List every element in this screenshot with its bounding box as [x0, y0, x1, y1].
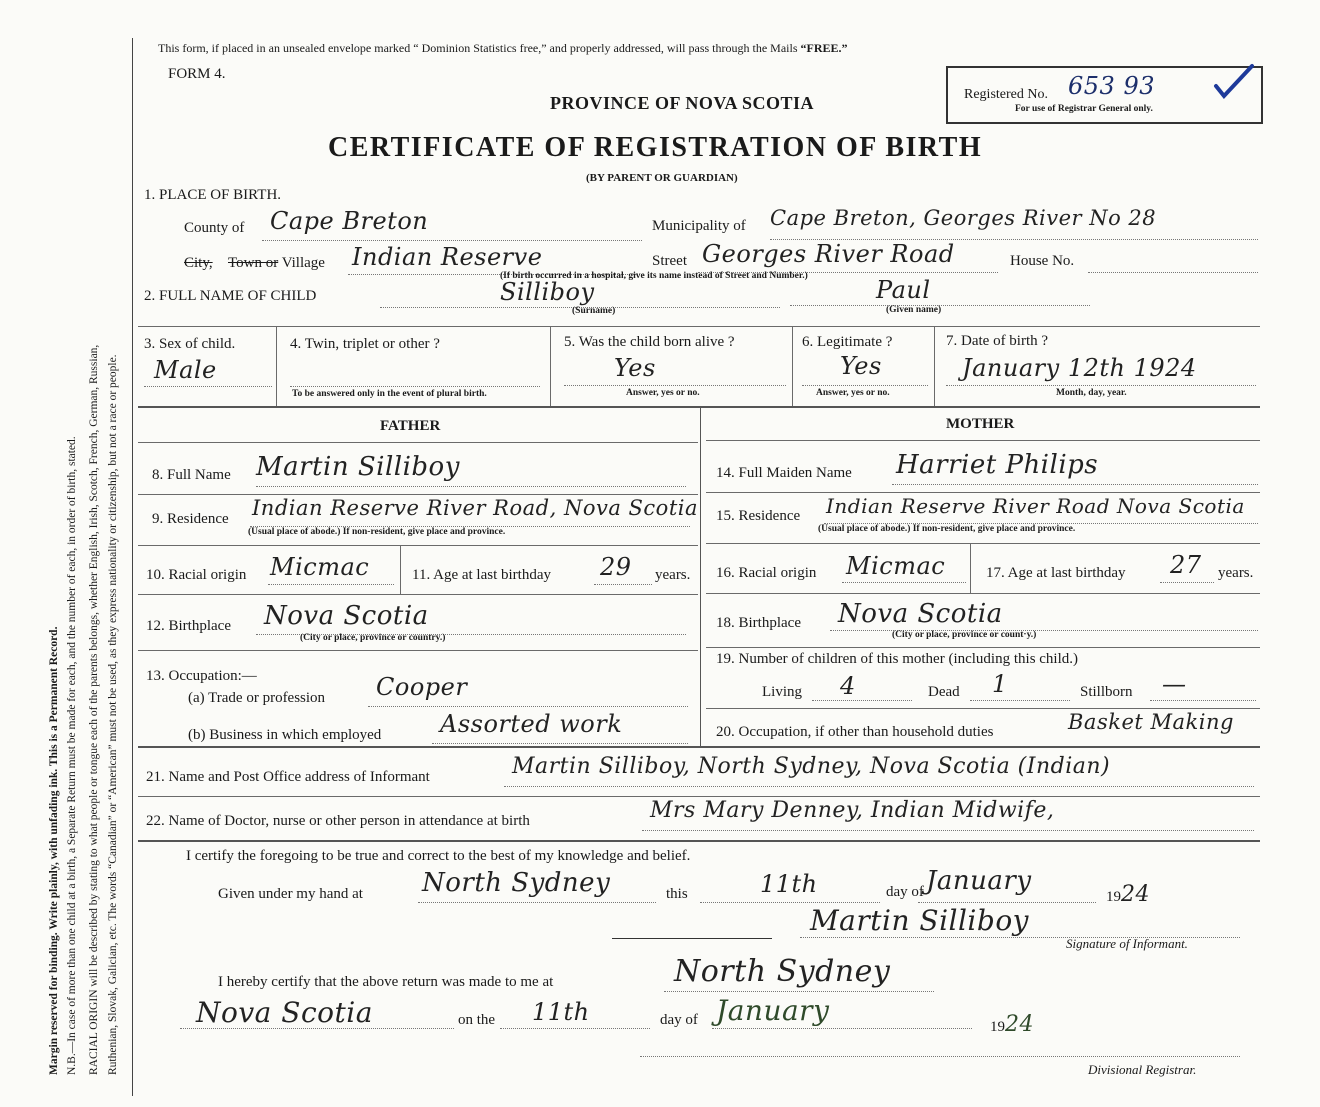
county-label: County of [184, 220, 245, 236]
registrar-note: For use of Registrar General only. [1015, 104, 1153, 114]
given-year: 1924 [1106, 882, 1150, 907]
child-name-label: 2. FULL NAME OF CHILD [144, 288, 317, 304]
legitimate-value: Yes [840, 352, 882, 380]
trade-value: Cooper [376, 673, 468, 701]
mother-age-label: 17. Age at last birthday [986, 565, 1126, 581]
municipality-value: Cape Breton, Georges River No 28 [770, 206, 1157, 230]
mother-occupation-label: 20. Occupation, if other than household duties [716, 724, 994, 740]
municipality-label: Municipality of [652, 218, 746, 234]
city-label: City, [184, 255, 213, 271]
county-value: Cape Breton [270, 207, 429, 235]
father-birthplace: Nova Scotia [264, 601, 429, 631]
father-name: Martin Silliboy [256, 452, 460, 482]
margin-note-line4: Ruthenian, Slovak, Galician, etc. The words “Canadian” or “American” must not be used, as they express nationality or citizenship, but not a race or people. [107, 354, 119, 1075]
dead-value: 1 [992, 670, 1008, 698]
informant-value: Martin Silliboy, North Sydney, Nova Scotia (Indian) [512, 754, 1111, 779]
alive-note: Answer, yes or no. [626, 388, 700, 398]
certify-text: I certify the foregoing to be true and correct to the best of my knowledge and belief. [186, 848, 691, 864]
father-race: Micmac [270, 553, 370, 581]
signature-label: Signature of Informant. [1066, 936, 1188, 951]
mother-heading: MOTHER [946, 416, 1015, 432]
sex-value: Male [154, 356, 217, 384]
mail-notice: This form, if placed in an unsealed envelope marked “ Dominion Statistics free,” and properly addressed, will pass through the Mails “FREE.” [158, 41, 848, 55]
father-birthplace-label: 12. Birthplace [146, 618, 231, 634]
father-name-label: 8. Full Name [152, 467, 231, 483]
registered-label: Registered No. [964, 87, 1048, 102]
registered-number: 653 93 [1068, 72, 1155, 100]
mother-race: Micmac [846, 552, 946, 580]
child-given-name: Paul [876, 276, 931, 304]
mother-occupation: Basket Making [1068, 710, 1234, 734]
twin-label: 4. Twin, triplet or other ? [290, 336, 440, 352]
certificate-title: CERTIFICATE OF REGISTRATION OF BIRTH [328, 132, 983, 163]
given-day: 11th [760, 870, 818, 898]
mother-residence-note: (Usual place of abode.) If non-resident, give place and province. [818, 524, 1076, 534]
margin-note-line1: Margin reserved for binding. Write plainly, with unfading ink. This is a Permanent Record. [48, 626, 60, 1075]
checkmark-icon [1212, 62, 1256, 102]
father-race-label: 10. Racial origin [146, 567, 247, 583]
mother-name-label: 14. Full Maiden Name [716, 465, 852, 481]
registrar-month: January [716, 994, 830, 1027]
alive-value: Yes [614, 354, 656, 382]
village-value: Indian Reserve [352, 243, 543, 271]
margin-note-line2: N.B.—In case of more than one child at a birth, a Separate Return must be made for each, and the number of each, in order of birth, stated. [66, 436, 78, 1075]
margin-border [132, 38, 133, 1096]
father-residence-note: (Usual place of abode.) If non-resident, give place and province. [248, 527, 506, 537]
divisional-registrar-label: Divisional Registrar. [1088, 1062, 1197, 1077]
hospital-note: (If birth occurred in a hospital, give its name instead of Street and Number.) [500, 271, 808, 281]
registrar-place: North Sydney [674, 954, 891, 989]
trade-label: (a) Trade or profession [188, 690, 326, 706]
given-name-note: (Given name) [886, 305, 942, 315]
street-label: Street [652, 253, 687, 269]
registrar-certify: I hereby certify that the above return was made to me at [218, 974, 554, 990]
child-surname: Silliboy [500, 278, 595, 306]
dob-note: Month, day, year. [1056, 388, 1127, 398]
father-heading: FATHER [380, 418, 441, 434]
mother-name: Harriet Philips [896, 450, 1099, 480]
registrar-place-2: Nova Scotia [196, 996, 373, 1029]
legitimate-note: Answer, yes or no. [816, 388, 890, 398]
informant-label: 21. Name and Post Office address of Informant [146, 769, 430, 785]
mother-residence-label: 15. Residence [716, 508, 801, 524]
mother-years: years. [1218, 565, 1254, 581]
given-month: January [926, 866, 1032, 896]
occupation-label: 13. Occupation:— [146, 668, 257, 684]
margin-note-line3: RACIAL ORIGIN will be described by stating to what people or tongue each of the parents belongs, whether English, Irish, Scotch, French, German, Russian, [88, 344, 100, 1075]
mother-birthplace: Nova Scotia [838, 599, 1003, 629]
mother-age: 27 [1170, 551, 1202, 579]
children-label: 19. Number of children of this mother (including this child.) [716, 651, 1079, 667]
stillborn-value: — [1162, 670, 1187, 698]
surname-note: (Surname) [572, 306, 616, 316]
business-label: (b) Business in which employed [188, 727, 382, 743]
reg-day-of-label: day of [660, 1012, 698, 1028]
mother-birthplace-label: 18. Birthplace [716, 615, 801, 631]
informant-signature: Martin Silliboy [810, 904, 1029, 937]
father-residence: Indian Reserve River Road, Nova Scotia [252, 496, 698, 520]
father-age-label: 11. Age at last birthday [412, 567, 551, 583]
form-number: FORM 4. [168, 66, 226, 82]
dead-label: Dead [928, 684, 960, 700]
registrar-day: 11th [532, 998, 590, 1026]
living-value: 4 [840, 672, 856, 700]
doctor-label: 22. Name of Doctor, nurse or other person in attendance at birth [146, 813, 530, 829]
sex-label: 3. Sex of child. [144, 336, 236, 352]
father-birthplace-note: (City or place, province or country.) [300, 633, 446, 643]
this-label: this [666, 886, 688, 902]
mother-residence: Indian Reserve River Road Nova Scotia [826, 494, 1245, 518]
on-the-label: on the [458, 1012, 496, 1028]
dob-value: January 12th 1924 [962, 354, 1197, 382]
mother-birthplace-note: (City or place, province or count·y.) [892, 630, 1037, 640]
place-heading: 1. PLACE OF BIRTH. [144, 187, 282, 203]
living-label: Living [762, 684, 802, 700]
twin-note: To be answered only in the event of plural birth. [292, 389, 487, 399]
father-residence-label: 9. Residence [152, 511, 229, 527]
business-value: Assorted work [440, 710, 623, 738]
doctor-value: Mrs Mary Denney, Indian Midwife, [650, 798, 1055, 823]
certificate-subtitle: (BY PARENT OR GUARDIAN) [586, 172, 738, 184]
dob-label: 7. Date of birth ? [946, 333, 1049, 349]
stillborn-label: Stillborn [1080, 684, 1133, 700]
house-label: House No. [1010, 253, 1075, 269]
day-of-label: day of [886, 884, 924, 900]
province-title: PROVINCE OF NOVA SCOTIA [550, 93, 815, 113]
registrar-year: 1924 [990, 1012, 1034, 1037]
alive-label: 5. Was the child born alive ? [564, 334, 735, 350]
legitimate-label: 6. Legitimate ? [802, 334, 893, 350]
father-years: years. [655, 567, 691, 583]
given-place: North Sydney [422, 868, 611, 898]
given-under-label: Given under my hand at [218, 886, 363, 902]
street-value: Georges River Road [702, 240, 955, 268]
father-age: 29 [600, 553, 632, 581]
town-label: Town or Village [228, 255, 325, 271]
mother-race-label: 16. Racial origin [716, 565, 817, 581]
